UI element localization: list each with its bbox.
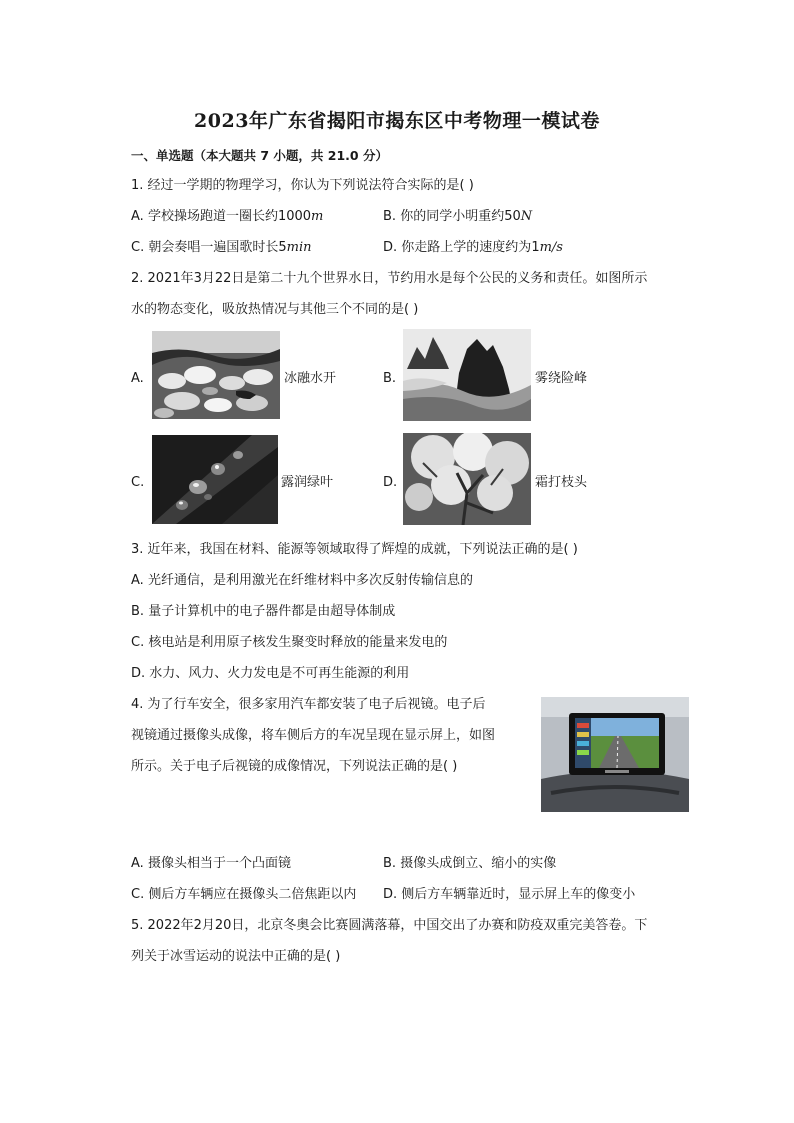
q3-option-d: D. 水力、风力、火力发电是不可再生能源的利用	[131, 666, 410, 681]
rearview-screen-photo	[541, 697, 689, 812]
q4-option-c: C. 侧后方车辆应在摄像头二倍焦距以内	[131, 887, 357, 902]
q4-option-d: D. 侧后方车辆靠近时，显示屏上车的像变小	[383, 887, 636, 902]
question-4-stem-line-3: 所示。关于电子后视镜的成像情况，下列说法正确的是( )	[131, 759, 458, 774]
q1-option-d: D. 你走路上学的速度约为1m/s	[383, 240, 563, 255]
ice-melting-photo	[152, 331, 280, 419]
question-5-stem-line-1: 5. 2022年2月20日，北京冬奥会比赛圆满落幕，中国交出了办赛和防疫双重完美答卷。下	[131, 918, 648, 933]
q2-option-c-caption: 露润绿叶	[281, 475, 334, 490]
question-2-stem-line-1: 2. 2021年3月22日是第二十九个世界水日，节约用水是每个公民的义务和责任。如图所示	[131, 271, 648, 286]
page-title: 2023年广东省揭阳市揭东区中考物理一模试卷	[194, 110, 600, 132]
question-4-stem-line-2: 视镜通过摄像头成像，将车侧后方的车况呈现在显示屏上，如图	[131, 728, 496, 743]
q2-option-d-letter: D.	[383, 475, 398, 490]
q1-option-b: B. 你的同学小明重约50N	[383, 209, 533, 224]
q4-option-a: A. 摄像头相当于一个凸面镜	[131, 856, 291, 871]
q2-option-b-caption: 雾绕险峰	[535, 371, 588, 386]
question-2-stem-line-2: 水的物态变化，吸放热情况与其他三个不同的是( )	[131, 302, 419, 317]
q3-option-c: C. 核电站是利用原子核发生聚变时释放的能量来发电的	[131, 635, 448, 650]
q3-option-b: B. 量子计算机中的电子器件都是由超导体制成	[131, 604, 396, 619]
frost-branch-photo	[403, 433, 531, 525]
q1-option-c: C. 朝会奏唱一遍国歌时长5min	[131, 240, 312, 255]
q2-option-b-letter: B.	[383, 371, 397, 386]
q4-option-b: B. 摄像头成倒立、缩小的实像	[383, 856, 557, 871]
section-heading: 一、单选题（本大题共 7 小题，共 21.0 分）	[131, 148, 388, 163]
question-4-stem-line-1: 4. 为了行车安全，很多家用汽车都安装了电子后视镜。电子后	[131, 697, 486, 712]
question-1-stem: 1. 经过一学期的物理学习，你认为下列说法符合实际的是( )	[131, 178, 474, 193]
q2-option-a-letter: A.	[131, 371, 144, 386]
q3-option-a: A. 光纤通信，是利用激光在纤维材料中多次反射传输信息的	[131, 573, 473, 588]
q2-option-d-caption: 霜打枝头	[535, 475, 588, 490]
question-3-stem: 3. 近年来，我国在材料、能源等领域取得了辉煌的成就，下列说法正确的是( )	[131, 542, 578, 557]
q2-option-a-caption: 冰融水开	[284, 371, 337, 386]
q2-option-c-letter: C.	[131, 475, 145, 490]
dew-leaf-photo	[152, 435, 278, 524]
q1-option-a: A. 学校操场跑道一圈长约1000m	[131, 209, 324, 224]
fog-peaks-photo	[403, 329, 531, 421]
question-5-stem-line-2: 列关于冰雪运动的说法中正确的是( )	[131, 949, 341, 964]
